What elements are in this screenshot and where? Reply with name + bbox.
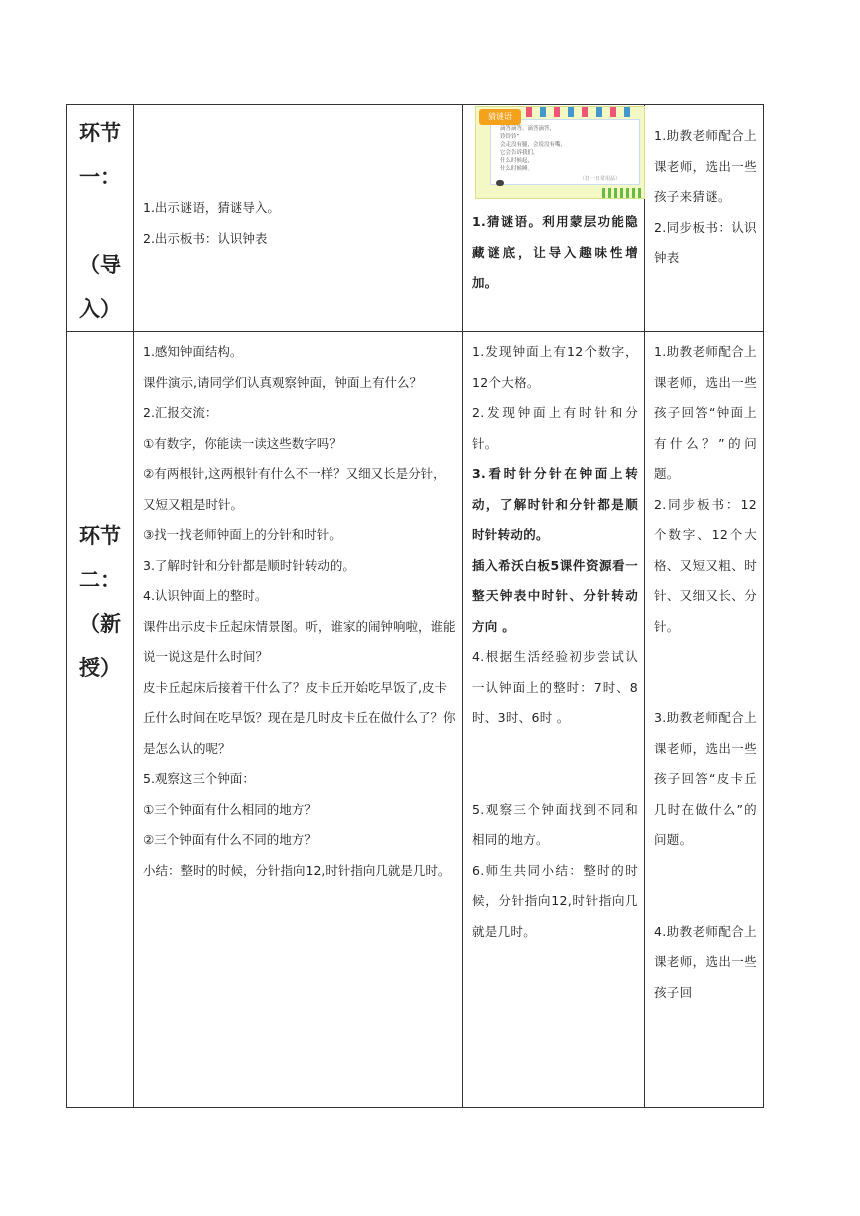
riddle-text: 滴答滴答、滴答滴答， 铃铃铃” 会走没有腿，会说没有嘴， 它会告诉我们， 什么时候起， 什么时候睡。 (500, 126, 567, 172)
lesson-plan-table (66, 104, 764, 1108)
teacher-activity-cell (134, 332, 463, 1108)
table-row (67, 332, 764, 1108)
teacher-line: 课件演示,请同学们认真观察钟面，钟面上有什么？ (143, 374, 422, 390)
student-line: 1.发现钟面上有12个数字，12个大格。 (472, 344, 638, 390)
toggle-icon (496, 180, 504, 186)
teacher-line: 4.认识钟面上的整时。 (143, 588, 268, 603)
student-activity-cell (463, 332, 645, 1108)
teacher-line: ①有数字，你能读一读这些数字吗？ (143, 435, 342, 451)
student-line: 4.根据生活经验初步尝试认一认钟面上的整时：7时、8时、3时、6时 。 (472, 649, 638, 725)
teacher-line: 1.出示谜语，猜谜导入。 (143, 200, 280, 215)
assistant-line: 1.助教老师配合上课老师，选出一些孩子来猜谜。 (654, 128, 757, 204)
teacher-line: 2.汇报交流： (143, 405, 218, 420)
teacher-line: 5.观察这三个钟面： (143, 771, 255, 786)
teacher-line: 课件出示皮卡丘起床情景图。听，谁家的闹钟响啦，谁能说一说这是什么时间？ (143, 618, 456, 664)
assistant-cell (645, 332, 764, 1108)
teacher-line: 皮卡丘起床后接着干什么了？皮卡丘开始吃早饭了,皮卡丘什么时间在吃早饭？现在是几时皮卡丘在做什么了？你是怎么认的呢？ (143, 679, 456, 756)
stage-cell (67, 332, 134, 1108)
teacher-activity-cell (134, 105, 463, 332)
assistant-line: 3.助教老师配合上课老师，选出一些孩子回答“皮卡丘几时在做什么”的问题。 (654, 710, 757, 847)
student-line: 1.猜谜语。利用蒙层功能隐藏谜底，让导入趣味性增加。 (472, 214, 638, 290)
teacher-line: ②三个钟面有什么不同的地方？ (143, 832, 317, 847)
stage-label: 环节 一： （导 入） (79, 121, 121, 321)
student-line: 6.师生共同小结：整时的时候，分针指向12,时针指向几就是几时。 (472, 862, 638, 939)
teacher-line: ①三个钟面有什么相同的地方？ (143, 801, 317, 817)
student-line: 插入希沃白板5课件资源看一整天钟表中时针、分针转动方向 。 (472, 557, 638, 634)
teacher-line: 1.感知钟面结构。 (143, 344, 243, 359)
riddle-slide-image (475, 106, 645, 199)
teacher-line: 2.出示板书：认识钟表 (143, 230, 268, 246)
riddle-hint: （打一日常用品） (580, 176, 621, 182)
teacher-line: 小结：整时的时候，分针指向12,时针指向几就是几时。 (143, 862, 451, 878)
assistant-line: 1.助教老师配合上课老师，选出一些孩子回答“钟面上有什么？”的问题。 (654, 344, 757, 481)
teacher-line: ③找一找老师钟面上的分针和时针。 (143, 527, 342, 542)
grass-decoration (602, 188, 642, 198)
student-line: 2.发现钟面上有时针和分针。 (472, 405, 638, 451)
teacher-line: ②有两根针,这两根针有什么不一样？又细又长是分针，又短又粗是时针。 (143, 466, 446, 512)
student-activity-cell (463, 105, 645, 332)
teacher-line: 3.了解时针和分针都是顺时针转动的。 (143, 557, 355, 573)
assistant-line: 4.助教老师配合上课老师，选出一些孩子回 (654, 923, 757, 1000)
children-illustration (526, 107, 636, 117)
student-line: 3.看时针分针在钟面上转动，了解时针和分针都是顺时针转动的。 (472, 466, 638, 542)
assistant-line: 2.同步板书：认识钟表 (654, 219, 757, 265)
table-row (67, 105, 764, 332)
student-line: 5.观察三个钟面找到不同和相同的地方。 (472, 801, 638, 847)
stage-cell (67, 105, 134, 332)
assistant-cell (645, 105, 764, 332)
stage-label: 环节 二： （新 授） (79, 524, 121, 680)
riddle-tag: 猜谜语 (479, 109, 521, 125)
assistant-line: 2.同步板书：12个数字、12个大格、又短又粗、时针、又细又长、分针。 (654, 496, 757, 634)
